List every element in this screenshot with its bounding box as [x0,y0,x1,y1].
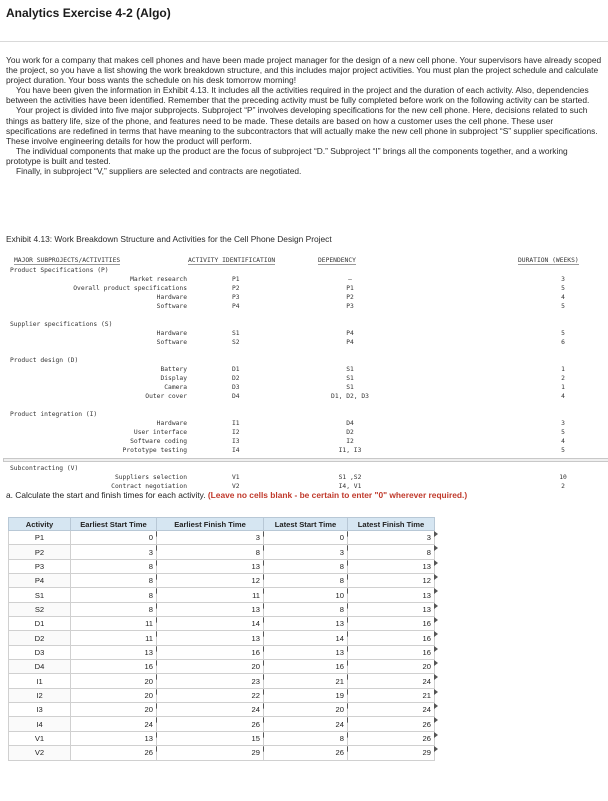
question-text: a. Calculate the start and finish times for each activity. [6,490,208,500]
wbs-exhibit-table [10,253,607,490]
activity-cell: D4 [9,660,71,674]
wbs-activity-row [10,285,607,294]
wbs-dependency: I2 [346,438,354,445]
earliest-finish-cell[interactable]: 16 [157,645,264,659]
earliest-finish-cell[interactable]: 20 [157,660,264,674]
table-row [9,731,435,745]
wbs-duration: 6 [561,339,565,346]
col-latest-start: Latest Start Time [264,518,348,531]
wbs-duration: 5 [561,285,565,292]
activity-cell: P2 [9,545,71,559]
latest-finish-cell[interactable]: 26 [348,717,435,731]
activity-cell: S1 [9,588,71,602]
latest-start-cell[interactable]: 20 [264,703,348,717]
earliest-start-cell[interactable]: 20 [71,688,157,702]
activity-cell: I2 [9,688,71,702]
latest-finish-cell[interactable]: 13 [348,559,435,573]
wbs-activity-id: P1 [232,276,240,283]
activity-cell: P4 [9,574,71,588]
earliest-finish-cell[interactable]: 13 [157,602,264,616]
wbs-activity-name: Outer cover [145,393,187,400]
wbs-group-name: Subcontracting (V) [10,465,79,472]
activity-cell: D3 [9,645,71,659]
wbs-dependency: D4 [346,420,354,427]
horizontal-scrollbar[interactable] [3,458,608,462]
wbs-activity-row [10,393,607,402]
earliest-start-cell[interactable]: 16 [71,660,157,674]
wbs-group-row [10,267,607,276]
wbs-group-row [10,411,607,420]
wbs-activity-row [10,339,607,348]
wbs-activity-row [10,294,607,303]
latest-finish-cell[interactable]: 13 [348,602,435,616]
intro-text [6,55,603,176]
earliest-finish-cell[interactable]: 12 [157,574,264,588]
earliest-finish-cell[interactable]: 13 [157,559,264,573]
wbs-activity-id: I1 [232,420,240,427]
latest-finish-cell[interactable]: 24 [348,674,435,688]
earliest-start-cell[interactable]: 8 [71,588,157,602]
earliest-start-cell[interactable]: 11 [71,617,157,631]
wbs-activity-row [10,474,607,483]
wbs-activity-name: Contract negotiation [111,483,187,490]
earliest-start-cell[interactable]: 13 [71,645,157,659]
earliest-finish-cell[interactable]: 14 [157,617,264,631]
wbs-header-major: MAJOR SUBPROJECTS/ACTIVITIES [14,257,121,264]
activity-cell: S2 [9,602,71,616]
table-row [9,645,435,659]
intro-paragraph: You have been given the information in Exhibit 4.13. It includes all the activities required in the project and the duration of each activity. Also, dependencies between the activities have been identified. Remember that the preceding activity must be fully completed before work on the following activity can be started. [6,85,590,106]
wbs-duration: 5 [561,303,565,310]
earliest-start-cell[interactable]: 20 [71,703,157,717]
title-divider [0,41,608,42]
earliest-start-cell[interactable]: 8 [71,574,157,588]
activity-cell: I1 [9,674,71,688]
wbs-duration: 3 [561,276,565,283]
wbs-activity-id: I2 [232,429,240,436]
wbs-dependency: P3 [346,303,354,310]
wbs-activity-row [10,366,607,375]
intro-paragraph: You work for a company that makes cell phones and have been made project manager for the design of a new cell phone. Your supervisors have already scoped the project, so you have a list showing the work breakdown structure, and this includes major project activities. You must plan the project schedule and calculate project duration. Your boss wants the schedule on his desk tomorrow morning! [6,55,602,86]
wbs-activity-row [10,375,607,384]
earliest-finish-cell[interactable]: 22 [157,688,264,702]
col-activity: Activity [9,518,71,531]
earliest-finish-cell[interactable]: 3 [157,531,264,545]
wbs-activity-name: Software [156,303,187,310]
wbs-duration: 5 [561,429,565,436]
wbs-activity-row [10,276,607,285]
wbs-dependency: S1 [346,384,354,391]
wbs-duration: 10 [559,474,567,481]
wbs-activity-row [10,303,607,312]
wbs-activity-name: Hardware [156,330,187,337]
wbs-duration: 4 [561,294,565,301]
latest-start-cell[interactable]: 3 [264,545,348,559]
latest-start-cell[interactable]: 16 [264,660,348,674]
activity-cell: V1 [9,731,71,745]
latest-finish-cell[interactable]: 26 [348,731,435,745]
wbs-activity-id: D3 [232,384,240,391]
latest-finish-cell[interactable]: 24 [348,703,435,717]
earliest-start-cell[interactable]: 0 [71,531,157,545]
wbs-activity-name: User interface [133,429,187,436]
latest-start-cell[interactable]: 14 [264,631,348,645]
wbs-activity-id: P4 [232,303,240,310]
activity-cell: V2 [9,746,71,760]
wbs-activity-id: P3 [232,294,240,301]
wbs-activity-id: I4 [232,447,240,454]
answer-table [8,517,435,761]
earliest-finish-cell[interactable]: 29 [157,746,264,760]
latest-start-cell[interactable]: 13 [264,617,348,631]
wbs-group-name: Product Specifications (P) [10,267,109,274]
wbs-activity-name: Battery [160,366,187,373]
wbs-activity-id: P2 [232,285,240,292]
activity-cell: P3 [9,559,71,573]
earliest-finish-cell[interactable]: 8 [157,545,264,559]
earliest-start-cell[interactable]: 11 [71,631,157,645]
wbs-dependency: S1 [346,375,354,382]
latest-start-cell[interactable]: 0 [264,531,348,545]
activity-cell: I3 [9,703,71,717]
latest-finish-cell[interactable]: 13 [348,588,435,602]
latest-finish-cell[interactable]: 16 [348,617,435,631]
latest-finish-cell[interactable]: 29 [348,746,435,760]
wbs-activity-row [10,420,607,429]
table-row [9,602,435,616]
table-row [9,688,435,702]
wbs-header-id: ACTIVITY IDENTIFICATION [188,257,276,264]
wbs-duration: 1 [561,384,565,391]
latest-finish-cell[interactable]: 12 [348,574,435,588]
wbs-activity-row [10,330,607,339]
wbs-activity-id: V2 [232,483,240,490]
wbs-activity-row [10,438,607,447]
earliest-start-cell[interactable]: 20 [71,674,157,688]
table-row [9,559,435,573]
wbs-activity-id: I3 [232,438,240,445]
wbs-activity-row [10,429,607,438]
wbs-duration: 4 [561,438,565,445]
activity-cell: D1 [9,617,71,631]
earliest-finish-cell[interactable]: 15 [157,731,264,745]
wbs-activity-id: D4 [232,393,240,400]
wbs-activity-name: Prototype testing [122,447,187,454]
wbs-activity-row [10,384,607,393]
wbs-duration: 2 [561,375,565,382]
wbs-group-name: Supplier specifications (S) [10,321,113,328]
wbs-group-row [10,321,607,330]
latest-start-cell[interactable]: 8 [264,574,348,588]
table-row [9,746,435,760]
wbs-dependency: I1, I3 [338,447,362,454]
wbs-group-name: Product integration (I) [10,411,98,418]
activity-cell: D2 [9,631,71,645]
wbs-activity-id: D2 [232,375,240,382]
wbs-duration: 2 [561,483,565,490]
wbs-activity-name: Market research [130,276,187,283]
earliest-start-cell[interactable]: 13 [71,731,157,745]
table-row [9,617,435,631]
wbs-dependency: – [348,276,352,283]
col-earliest-start: Earliest Start Time [71,518,157,531]
earliest-start-cell[interactable]: 3 [71,545,157,559]
earliest-finish-cell[interactable]: 23 [157,674,264,688]
latest-finish-cell[interactable]: 16 [348,645,435,659]
wbs-duration: 5 [561,330,565,337]
latest-start-cell[interactable]: 8 [264,559,348,573]
table-row [9,660,435,674]
intro-paragraph: Finally, in subproject “V,” suppliers are selected and contracts are negotiated. [16,166,302,177]
wbs-activity-name: Software coding [130,438,187,445]
earliest-start-cell[interactable]: 24 [71,717,157,731]
exhibit-title: Exhibit 4.13: Work Breakdown Structure and Activities for the Cell Phone Design Project [6,234,332,244]
wbs-dependency: D2 [346,429,354,436]
col-earliest-finish: Earliest Finish Time [157,518,264,531]
latest-finish-cell[interactable]: 21 [348,688,435,702]
wbs-dependency: P4 [346,330,354,337]
earliest-start-cell[interactable]: 26 [71,746,157,760]
activity-cell: P1 [9,531,71,545]
latest-start-cell[interactable]: 8 [264,602,348,616]
earliest-start-cell[interactable]: 8 [71,559,157,573]
wbs-duration: 4 [561,393,565,400]
wbs-header-dependency: DEPENDENCY [318,257,356,264]
latest-start-cell[interactable]: 19 [264,688,348,702]
latest-finish-cell[interactable]: 20 [348,660,435,674]
wbs-dependency: I4, V1 [338,483,362,490]
page-title: Analytics Exercise 4-2 (Algo) [6,6,171,20]
wbs-header-duration: DURATION (WEEKS) [518,257,579,264]
wbs-group-name: Product design (D) [10,357,79,364]
intro-paragraph: Your project is divided into five major subprojects. Subproject “P” involves developing specifications for the new cell phone. Here, decisions related to such things as battery life, size of the phone, and features need to be made. These details are based on how a customer uses the cell phone. These user specifications are redefined in terms that have meaning to the subcontractors that will actually make the new cell phone in subproject “S” supplier specifications. These involve engineering details for how the product will perform. [6,105,598,146]
wbs-activity-row [10,447,607,456]
wbs-duration: 1 [561,366,565,373]
wbs-activity-name: Overall product specifications [73,285,187,292]
activity-cell: I4 [9,717,71,731]
latest-start-cell[interactable]: 8 [264,731,348,745]
question-warning: (Leave no cells blank - be certain to enter "0" wherever required.) [207,490,468,500]
wbs-activity-name: Hardware [156,420,187,427]
latest-start-cell[interactable]: 21 [264,674,348,688]
table-row [9,588,435,602]
latest-finish-cell[interactable]: 16 [348,631,435,645]
wbs-activity-id: V1 [232,474,240,481]
table-row [9,703,435,717]
table-row [9,574,435,588]
wbs-dependency: S1 [346,366,354,373]
wbs-activity-name: Camera [164,384,187,391]
wbs-dependency: P1 [346,285,354,292]
wbs-activity-id: S1 [232,330,240,337]
latest-start-cell[interactable]: 26 [264,746,348,760]
earliest-start-cell[interactable]: 8 [71,602,157,616]
wbs-group-row [10,357,607,366]
earliest-finish-cell[interactable]: 26 [157,717,264,731]
intro-paragraph: The individual components that make up the product are the focus of subproject “D.” Subproject “I” brings all the components together, and a working prototype is built and tested. [6,145,568,166]
wbs-dependency: S1 ,S2 [338,474,362,481]
question-a [6,490,467,500]
earliest-finish-cell[interactable]: 13 [157,631,264,645]
table-row [9,531,435,545]
wbs-activity-name: Suppliers selection [114,474,187,481]
table-row [9,631,435,645]
latest-start-cell[interactable]: 13 [264,645,348,659]
wbs-activity-name: Software [156,339,187,346]
earliest-finish-cell[interactable]: 24 [157,703,264,717]
wbs-activity-id: S2 [232,339,240,346]
wbs-activity-id: D1 [232,366,240,373]
answer-table-header [9,518,435,531]
earliest-finish-cell[interactable]: 11 [157,588,264,602]
wbs-dependency: P4 [346,339,354,346]
latest-start-cell[interactable]: 10 [264,588,348,602]
wbs-group-row [10,465,607,474]
wbs-duration: 3 [561,420,565,427]
col-latest-finish: Latest Finish Time [348,518,435,531]
wbs-dependency: D1, D2, D3 [331,393,369,400]
wbs-activity-name: Hardware [156,294,187,301]
table-row [9,717,435,731]
table-row [9,545,435,559]
table-row [9,674,435,688]
wbs-dependency: P2 [346,294,354,301]
latest-finish-cell[interactable]: 3 [348,531,435,545]
latest-start-cell[interactable]: 24 [264,717,348,731]
wbs-activity-name: Display [160,375,187,382]
latest-finish-cell[interactable]: 8 [348,545,435,559]
wbs-duration: 5 [561,447,565,454]
